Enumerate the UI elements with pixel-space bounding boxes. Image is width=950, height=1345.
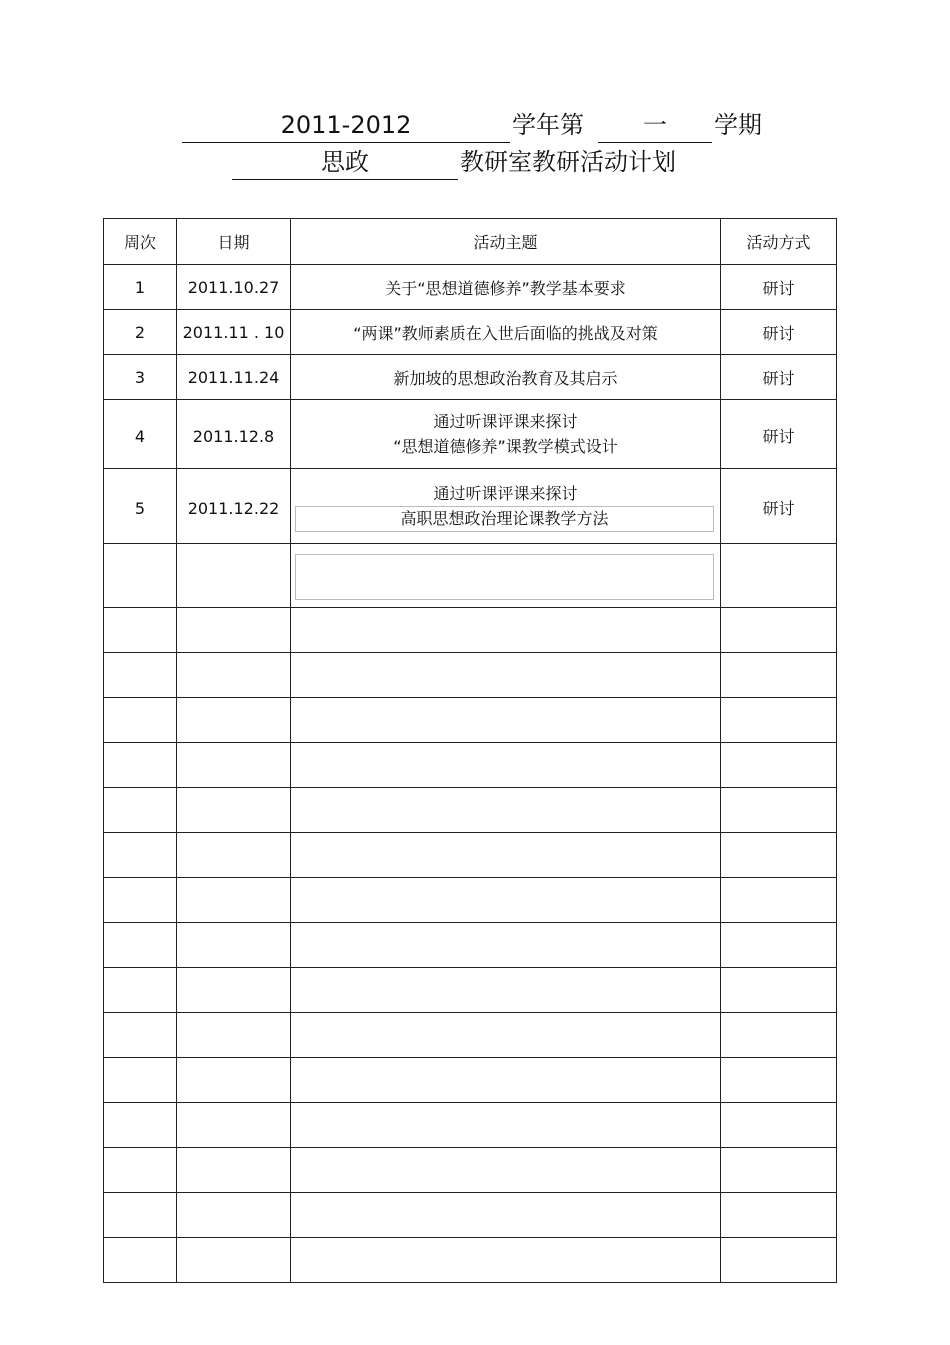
- topic-boxed-line: 高职思想政治理论课教学方法: [295, 506, 714, 532]
- table-row: [104, 1058, 837, 1103]
- method-cell: [721, 1013, 837, 1058]
- table-row: [104, 788, 837, 833]
- table-row: [104, 310, 837, 355]
- method-cell: [721, 1148, 837, 1193]
- topic-cell: [291, 1238, 721, 1283]
- term-field: 一: [598, 108, 712, 143]
- week-cell: [104, 469, 177, 544]
- method-cell: [721, 544, 837, 608]
- term-suffix: 学期: [714, 111, 762, 139]
- week-cell: [104, 698, 177, 743]
- method-cell: [721, 608, 837, 653]
- table-row: [104, 968, 837, 1013]
- method-cell: 研讨: [721, 310, 837, 355]
- table-row: [104, 743, 837, 788]
- date-cell: [177, 878, 291, 923]
- method-cell: [721, 1058, 837, 1103]
- method-cell: 研讨: [721, 265, 837, 310]
- date-cell: [177, 968, 291, 1013]
- table-row: [104, 698, 837, 743]
- date-cell: [177, 1193, 291, 1238]
- date-cell: [177, 1013, 291, 1058]
- week-cell: [104, 608, 177, 653]
- method-cell: [721, 1103, 837, 1148]
- week-cell: [104, 1193, 177, 1238]
- week-cell: [104, 788, 177, 833]
- method-cell: [721, 469, 837, 544]
- topic-cell: [291, 1148, 721, 1193]
- week-cell: [104, 833, 177, 878]
- method-cell: [721, 878, 837, 923]
- week-cell: 3: [104, 355, 177, 400]
- date-cell: [177, 469, 291, 544]
- week-cell: [104, 923, 177, 968]
- method-cell: [721, 400, 837, 469]
- date-cell: [177, 698, 291, 743]
- method-cell: 研讨: [721, 355, 837, 400]
- week-cell: [104, 544, 177, 608]
- table-row: [104, 355, 837, 400]
- topic-cell: [291, 698, 721, 743]
- date-cell: [177, 743, 291, 788]
- topic-cell: [291, 544, 721, 608]
- method-cell: [721, 653, 837, 698]
- year-suffix: 学年第: [512, 111, 584, 139]
- date-text: 2011.12.22: [187, 498, 280, 518]
- topic-cell: 新加坡的思想政治教育及其启示: [291, 355, 721, 400]
- week-text: 5: [134, 498, 146, 518]
- week-cell: [104, 400, 177, 469]
- table-header-row: [104, 219, 837, 265]
- topic-line: “思想道德修养”课教学模式设计: [393, 437, 618, 456]
- table-row: [104, 1013, 837, 1058]
- date-cell: [177, 653, 291, 698]
- date-text: 2011.12.8: [192, 426, 275, 446]
- date-cell: [177, 1058, 291, 1103]
- activity-plan-table: [103, 218, 837, 1283]
- table-row: [104, 1103, 837, 1148]
- year-field: 2011-2012: [182, 108, 510, 143]
- method-text: 研讨: [762, 426, 795, 446]
- week-cell: [104, 1238, 177, 1283]
- topic-cell: [291, 1103, 721, 1148]
- date-cell: 2011.11 . 10: [177, 310, 291, 355]
- table-row: [104, 400, 837, 469]
- department-field: 思政: [232, 145, 458, 180]
- week-cell: [104, 1148, 177, 1193]
- date-cell: 2011.10.27: [177, 265, 291, 310]
- date-cell: 2011.11.24: [177, 355, 291, 400]
- date-cell: [177, 544, 291, 608]
- topic-line: 通过听课评课来探讨: [433, 412, 578, 431]
- table-row: [104, 878, 837, 923]
- week-cell: 1: [104, 265, 177, 310]
- method-cell: [721, 1238, 837, 1283]
- topic-cell: [291, 1193, 721, 1238]
- method-cell: [721, 968, 837, 1013]
- department-suffix: 教研室教研活动计划: [460, 148, 676, 176]
- method-text: 研讨: [762, 498, 795, 518]
- table-row: [104, 1238, 837, 1283]
- date-cell: [177, 400, 291, 469]
- topic-cell: [291, 608, 721, 653]
- header-topic: 活动主题: [291, 219, 721, 265]
- table-row: [104, 1148, 837, 1193]
- method-cell: [721, 1193, 837, 1238]
- week-text: 4: [134, 426, 146, 446]
- table-row: [104, 653, 837, 698]
- method-cell: [721, 923, 837, 968]
- method-cell: [721, 698, 837, 743]
- topic-cell: [291, 469, 721, 544]
- method-cell: [721, 833, 837, 878]
- date-cell: [177, 923, 291, 968]
- header-method: 活动方式: [721, 219, 837, 265]
- topic-cell: [291, 743, 721, 788]
- week-cell: [104, 1103, 177, 1148]
- topic-cell: [291, 653, 721, 698]
- week-cell: [104, 653, 177, 698]
- date-cell: [177, 833, 291, 878]
- method-cell: [721, 743, 837, 788]
- topic-cell: [291, 1058, 721, 1103]
- topic-cell: [291, 400, 721, 469]
- table-row: [104, 544, 837, 608]
- header-week: 周次: [104, 219, 177, 265]
- week-cell: [104, 1058, 177, 1103]
- empty-text-box: [295, 554, 714, 600]
- table-row: [104, 469, 837, 544]
- week-cell: 2: [104, 310, 177, 355]
- header-date: 日期: [177, 219, 291, 265]
- topic-cell: [291, 788, 721, 833]
- date-cell: [177, 788, 291, 833]
- topic-cell: [291, 968, 721, 1013]
- table-row: [104, 608, 837, 653]
- table-row: [104, 923, 837, 968]
- table-row: [104, 1193, 837, 1238]
- date-cell: [177, 1238, 291, 1283]
- title-line-2: [232, 145, 752, 181]
- topic-cell: [291, 923, 721, 968]
- topic-line: 通过听课评课来探讨: [433, 483, 578, 503]
- topic-cell: [291, 1013, 721, 1058]
- date-cell: [177, 608, 291, 653]
- week-cell: [104, 878, 177, 923]
- topic-cell: 关于“思想道德修养”教学基本要求: [291, 265, 721, 310]
- topic-cell: “两课”教师素质在入世后面临的挑战及对策: [291, 310, 721, 355]
- week-cell: [104, 743, 177, 788]
- date-cell: [177, 1103, 291, 1148]
- topic-cell: [291, 833, 721, 878]
- topic-cell: [291, 878, 721, 923]
- week-cell: [104, 968, 177, 1013]
- date-cell: [177, 1148, 291, 1193]
- method-cell: [721, 788, 837, 833]
- title-line-1: [182, 108, 782, 144]
- table-row: [104, 265, 837, 310]
- week-cell: [104, 1013, 177, 1058]
- table-row: [104, 833, 837, 878]
